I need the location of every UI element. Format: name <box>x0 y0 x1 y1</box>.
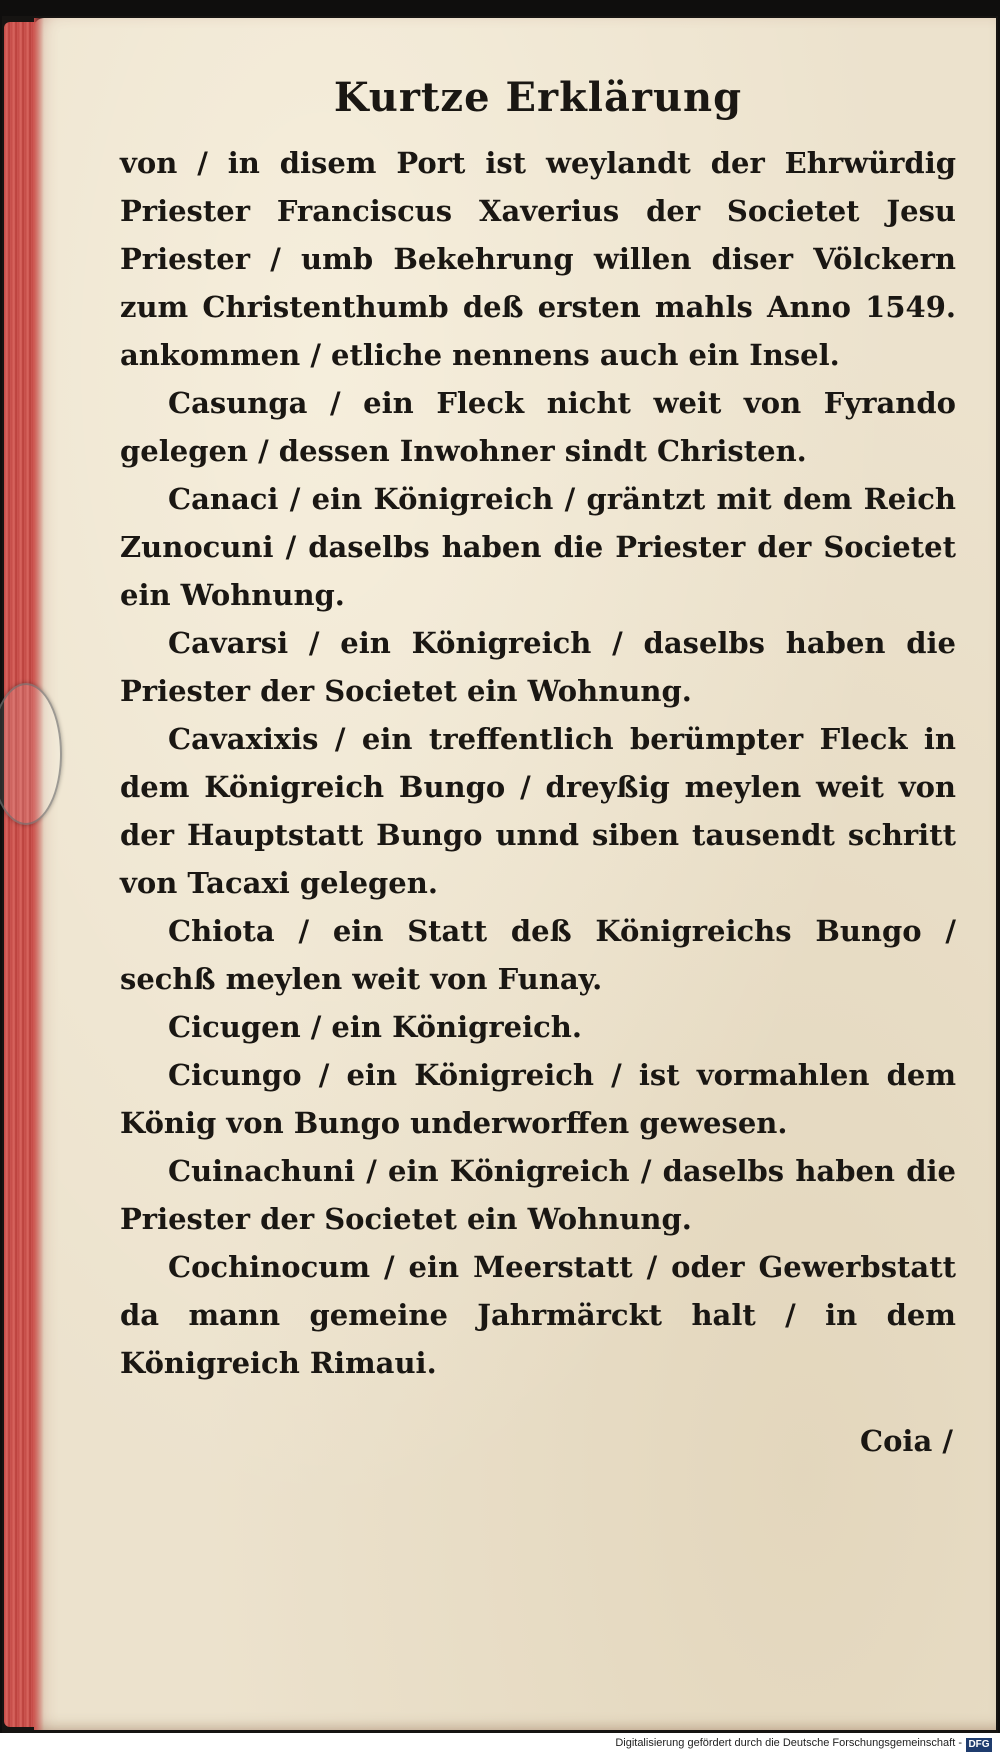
catchword: Coia / <box>860 1424 953 1458</box>
page-text <box>120 74 956 1387</box>
entry-text: Casunga / ein Fleck nicht weit von Fyrando gelegen / dessen Inwohner sindt Christen. <box>120 386 956 468</box>
entry-text: Cavarsi / ein Königreich / daselbs haben die Priester der Societet ein Wohnung. <box>120 626 956 708</box>
entry-text: Cuinachuni / ein Königreich / daselbs haben die Priester der Societet ein Wohnung. <box>120 1154 956 1236</box>
running-head: Kurtze Erklärung <box>333 74 743 121</box>
paper-red-edge <box>34 18 44 1730</box>
entry-text: Canaci / ein Königreich / gräntzt mit dem Reich Zunocuni / daselbs haben die Priester der Societet ein Wohnung. <box>120 482 956 612</box>
entry-text: Cavaxixis / ein treffentlich berümpter Fleck in dem Königreich Bungo / dreyßig meylen weit von der Hauptstatt Bungo unnd siben tausendt schritt von Tacaxi gelegen. <box>120 722 956 900</box>
entry-text: Cicugen / ein Königreich. <box>168 1010 582 1044</box>
entry-text: von / in disem Port ist weylandt der Ehrwürdig Priester Franciscus Xaverius der Societet Jesu Priester / umb Bekehrung willen diser Völckern zum Christenthumb deß ersten mahls Anno 1549. ankommen / etliche nennens auch ein Insel. <box>120 146 956 372</box>
funding-credit: Digitalisierung gefördert durch die Deutsche Forschungsgemeinschaft - <box>615 1737 962 1749</box>
dfg-logo-icon: DFG <box>966 1738 992 1752</box>
digitization-footer <box>0 1733 1000 1759</box>
entry-text: Cicungo / ein Königreich / ist vormahlen dem König von Bungo underworffen gewesen. <box>120 1058 956 1140</box>
entry-text: Chiota / ein Statt deß Königreichs Bungo / sechß meylen weit von Funay. <box>120 914 956 996</box>
entry-text: Cochinocum / ein Meerstatt / oder Gewerbstatt da mann gemeine Jahrmärckt halt / in dem Königreich Rimaui. <box>120 1250 956 1380</box>
